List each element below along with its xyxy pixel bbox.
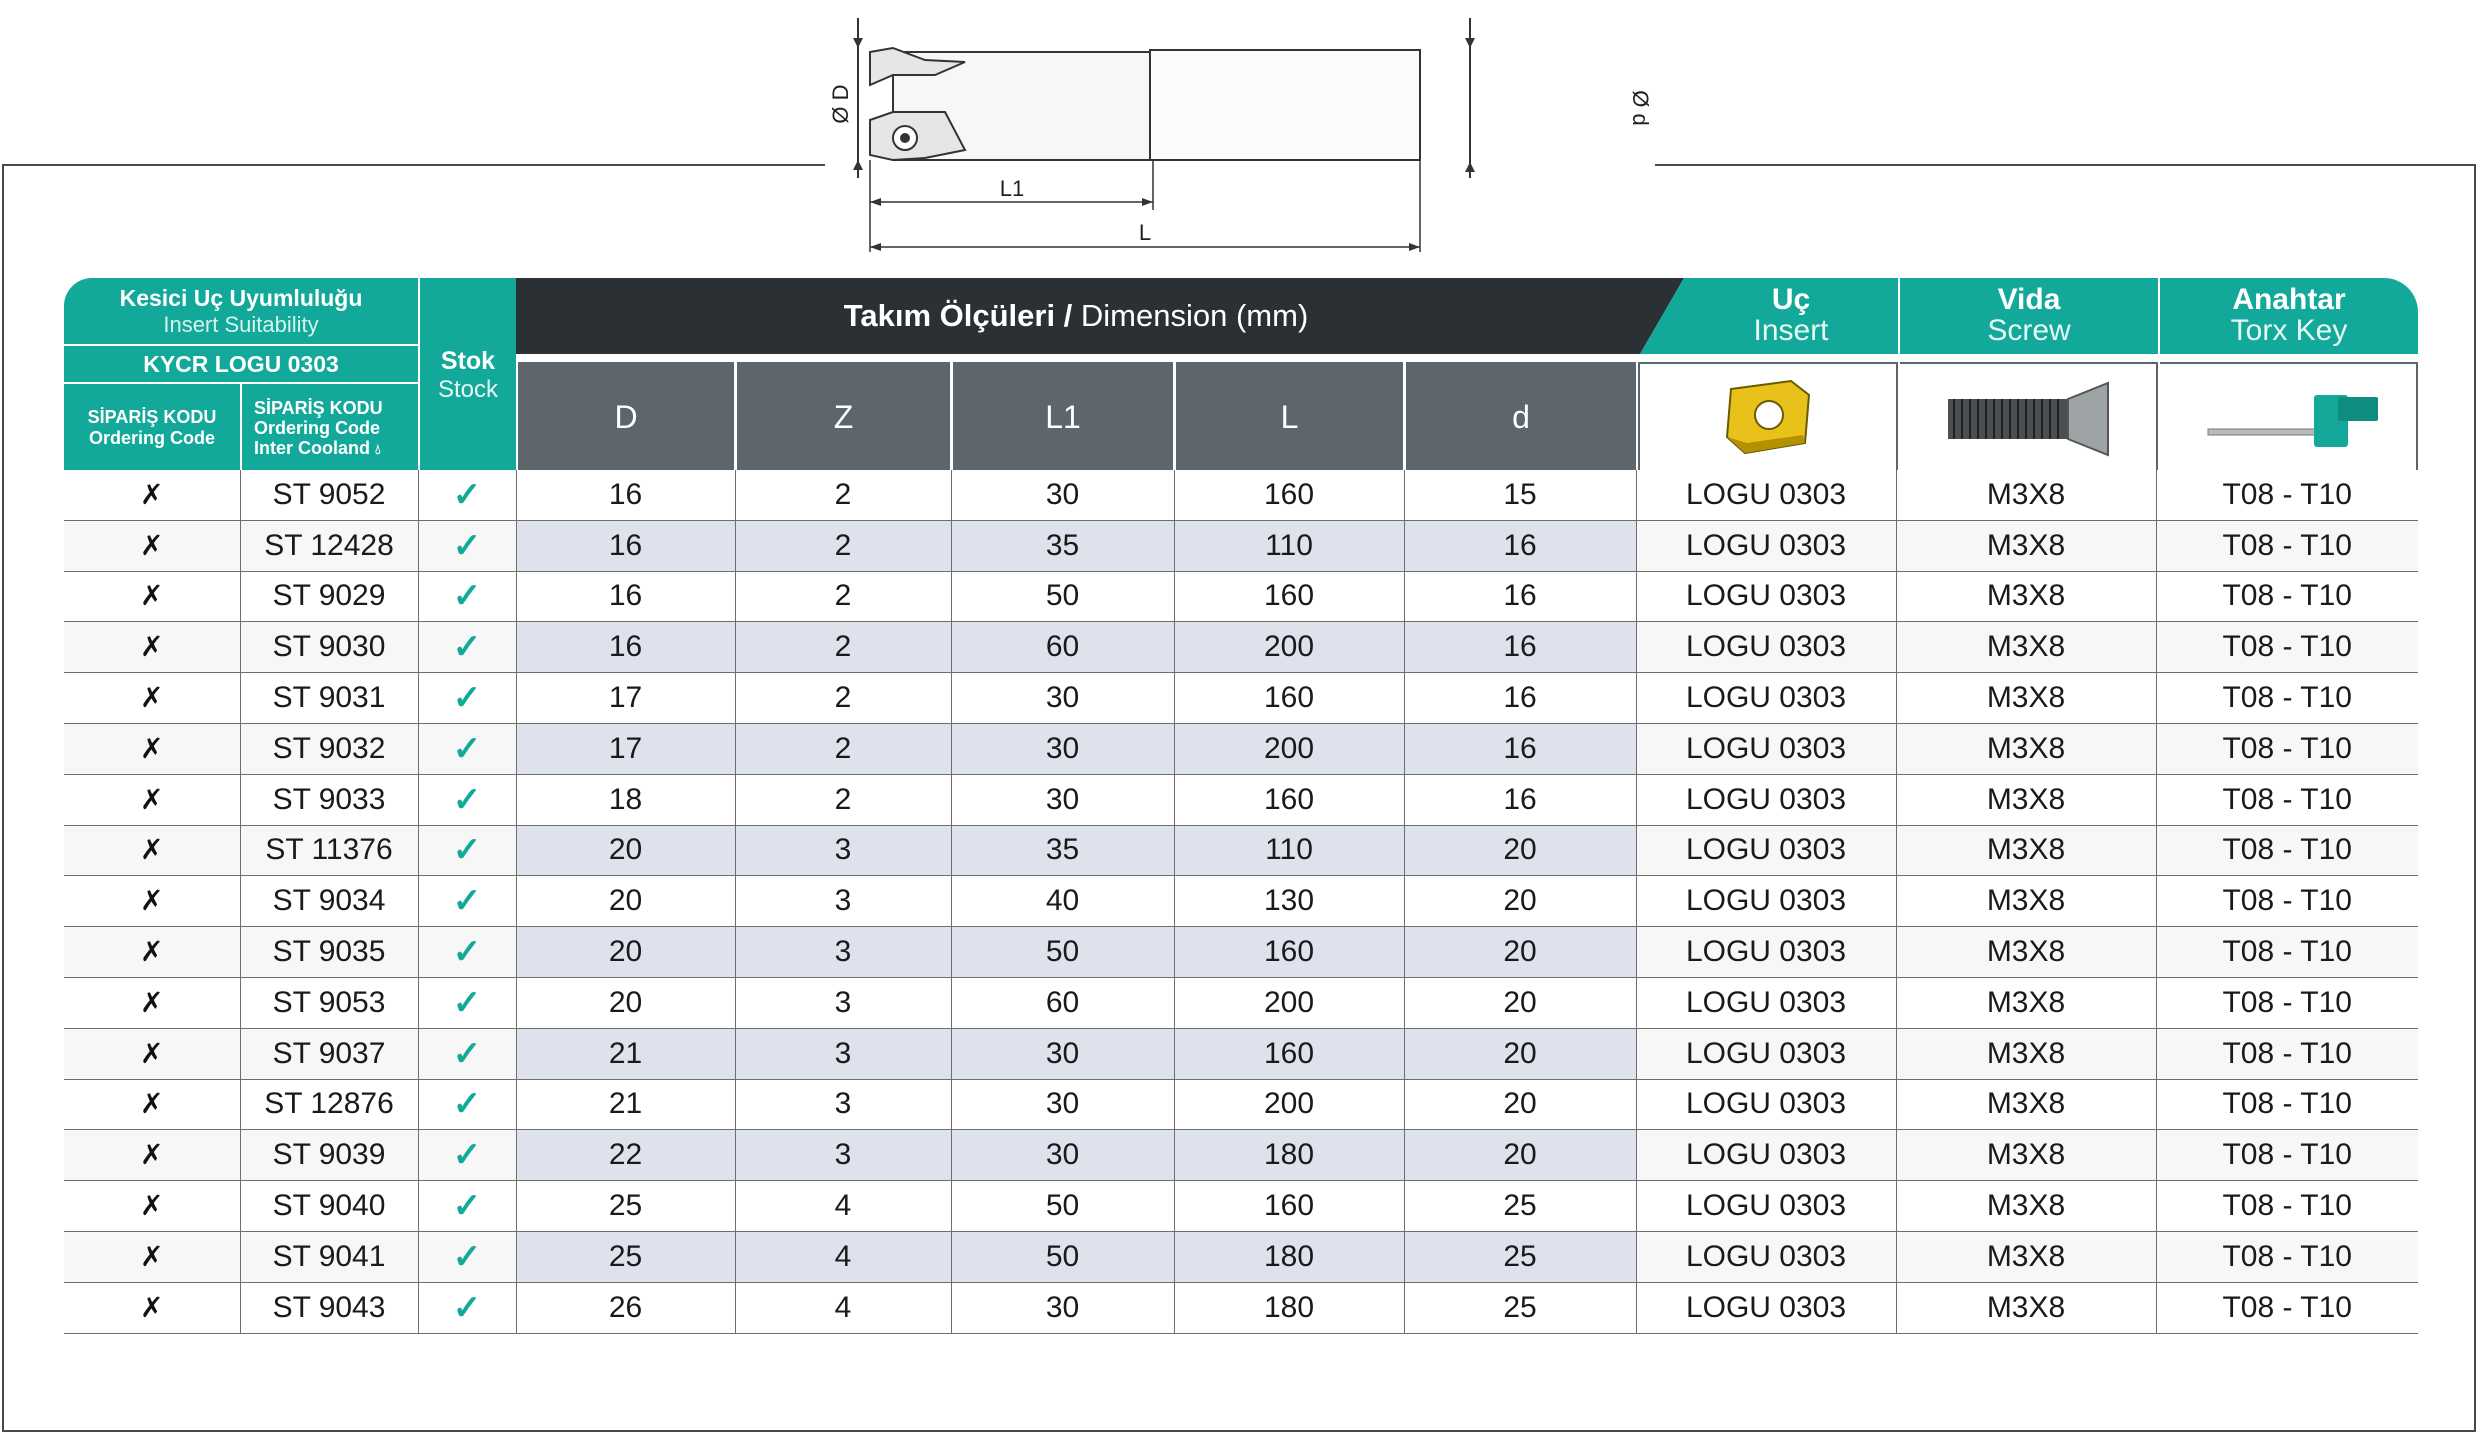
ordering-code-cell: ST 9035 [240, 927, 418, 978]
insert-suitability-tr: Kesici Uç Uyumluluğu [119, 284, 363, 311]
torx-key-cell: T08 - T10 [2156, 1282, 2418, 1333]
dim-L-cell: 130 [1174, 876, 1404, 927]
ordering-code-coolant-header [242, 384, 418, 472]
check-icon: ✓ [452, 526, 482, 565]
screw-image-cell [1900, 362, 2158, 472]
inter-coolant-cell [64, 876, 240, 927]
insert-header-tr: Uç [1771, 283, 1811, 316]
check-icon: ✓ [452, 1187, 482, 1226]
table-row [64, 673, 2418, 724]
dim-Z-cell: 2 [735, 622, 951, 673]
dim-D-cell: 21 [516, 1079, 735, 1130]
torx-key-cell: T08 - T10 [2156, 622, 2418, 673]
dim-D-cell: 25 [516, 1231, 735, 1282]
dim-L1-cell: 40 [951, 876, 1174, 927]
dim-Z-cell: 4 [735, 1181, 951, 1232]
table-row [64, 774, 2418, 825]
stock-cell [418, 673, 516, 724]
stock-cell [418, 622, 516, 673]
ordering-code-cell: ST 11376 [240, 825, 418, 876]
torx-key-cell: T08 - T10 [2156, 673, 2418, 724]
insert-cell: LOGU 0303 [1636, 673, 1896, 724]
table-row [64, 520, 2418, 571]
dim-L-cell: 180 [1174, 1231, 1404, 1282]
inter-coolant-cell [64, 723, 240, 774]
dim-d-cell: 15 [1404, 470, 1636, 520]
x-mark-icon: ✗ [140, 478, 164, 510]
frame-top-border-right [1655, 164, 2476, 166]
inter-coolant-cell [64, 1282, 240, 1333]
dim-L-cell: 160 [1174, 774, 1404, 825]
dim-L1-cell: 50 [951, 1181, 1174, 1232]
insert-image-cell [1638, 362, 1898, 472]
table-row [64, 622, 2418, 673]
stock-header [420, 278, 516, 472]
dim-L-cell: 200 [1174, 723, 1404, 774]
stock-tr: Stok [440, 346, 496, 375]
dim-L1-cell: 60 [951, 622, 1174, 673]
insert-header [1684, 278, 1898, 354]
screw-cell: M3X8 [1896, 470, 2156, 520]
dim-Z-cell: 2 [735, 774, 951, 825]
dim-L1-cell: 35 [951, 825, 1174, 876]
table-row [64, 1282, 2418, 1333]
dim-L-cell: 200 [1174, 622, 1404, 673]
inter-coolant-cell [64, 927, 240, 978]
insert-cell: LOGU 0303 [1636, 470, 1896, 520]
check-icon: ✓ [452, 1237, 482, 1276]
torx-key-cell: T08 - T10 [2156, 520, 2418, 571]
torx-key-cell: T08 - T10 [2156, 470, 2418, 520]
col-L-header: L [1176, 362, 1403, 472]
x-mark-icon: ✗ [140, 986, 164, 1018]
x-mark-icon: ✗ [140, 1291, 164, 1323]
stock-cell [418, 1130, 516, 1181]
stock-cell [418, 520, 516, 571]
dim-L1-cell: 30 [951, 1079, 1174, 1130]
ordering-code-en: Ordering Code [88, 428, 215, 448]
screw-cell: M3X8 [1896, 774, 2156, 825]
dim-Z-cell: 3 [735, 825, 951, 876]
coolant-drop-icon: 💧︎ [375, 440, 381, 457]
table-row [64, 571, 2418, 622]
x-mark-icon: ✗ [140, 783, 164, 815]
table-row [64, 470, 2418, 520]
dim-d-cell: 25 [1404, 1282, 1636, 1333]
dim-Z-cell: 2 [735, 470, 951, 520]
dim-D-cell: 17 [516, 673, 735, 724]
check-icon: ✓ [452, 1136, 482, 1175]
dim-d-cell: 16 [1404, 520, 1636, 571]
inter-coolant-cell [64, 470, 240, 520]
col-L1-header: L1 [953, 362, 1173, 472]
dim-L-cell: 160 [1174, 571, 1404, 622]
x-mark-icon: ✗ [140, 1190, 164, 1222]
dim-d-cell: 16 [1404, 673, 1636, 724]
check-icon: ✓ [452, 933, 482, 972]
torx-key-image-cell [2160, 362, 2418, 472]
dim-L1-cell: 30 [951, 673, 1174, 724]
table-row [64, 876, 2418, 927]
stock-cell [418, 876, 516, 927]
ordering-code-cell: ST 12876 [240, 1079, 418, 1130]
col-Z-header: Z [737, 362, 950, 472]
dim-D-cell: 22 [516, 1130, 735, 1181]
dim-D-cell: 20 [516, 927, 735, 978]
x-mark-icon: ✗ [140, 834, 164, 866]
table-row [64, 1028, 2418, 1079]
screw-cell: M3X8 [1896, 1181, 2156, 1232]
ordering-code-cell: ST 9040 [240, 1181, 418, 1232]
screw-icon [1938, 377, 2118, 457]
dim-L-cell: 160 [1174, 470, 1404, 520]
check-icon: ✓ [452, 1288, 482, 1327]
x-mark-icon: ✗ [140, 936, 164, 968]
dim-L1-cell: 30 [951, 1282, 1174, 1333]
table-row [64, 1079, 2418, 1130]
dim-D-cell: 20 [516, 977, 735, 1028]
torx-key-cell: T08 - T10 [2156, 774, 2418, 825]
dim-L-cell: 160 [1174, 673, 1404, 724]
table-row [64, 825, 2418, 876]
torx-key-cell: T08 - T10 [2156, 571, 2418, 622]
check-icon: ✓ [452, 679, 482, 718]
inter-coolant-cell [64, 1028, 240, 1079]
stock-cell [418, 1181, 516, 1232]
dim-L-cell: 160 [1174, 1028, 1404, 1079]
stock-cell [418, 1231, 516, 1282]
check-icon: ✓ [452, 1085, 482, 1124]
torx-key-cell: T08 - T10 [2156, 1181, 2418, 1232]
screw-cell: M3X8 [1896, 571, 2156, 622]
screw-cell: M3X8 [1896, 825, 2156, 876]
dimension-title-en: Dimension (mm) [1072, 298, 1309, 333]
dim-D-cell: 16 [516, 470, 735, 520]
stock-cell [418, 774, 516, 825]
torx-key-cell: T08 - T10 [2156, 1130, 2418, 1181]
check-icon: ✓ [452, 577, 482, 616]
dim-D-cell: 21 [516, 1028, 735, 1079]
inter-coolant-cell [64, 774, 240, 825]
inter-coolant-cell [64, 622, 240, 673]
screw-cell: M3X8 [1896, 977, 2156, 1028]
check-icon: ✓ [452, 882, 482, 921]
insert-code-header [64, 346, 418, 382]
screw-cell: M3X8 [1896, 1130, 2156, 1181]
check-icon: ✓ [452, 1034, 482, 1073]
table-row [64, 1231, 2418, 1282]
stock-cell [418, 470, 516, 520]
x-mark-icon: ✗ [140, 529, 164, 561]
dim-Z-cell: 2 [735, 571, 951, 622]
dim-d-cell: 20 [1404, 1130, 1636, 1181]
dim-Z-cell: 3 [735, 1028, 951, 1079]
insert-icon [1723, 377, 1813, 457]
screw-cell: M3X8 [1896, 927, 2156, 978]
screw-header-en: Screw [1987, 314, 2071, 347]
inter-coolant-cell [64, 977, 240, 1028]
dim-Z-cell: 3 [735, 876, 951, 927]
torx-key-cell: T08 - T10 [2156, 723, 2418, 774]
stock-cell [418, 825, 516, 876]
dim-L1-cell: 30 [951, 774, 1174, 825]
dim-L-cell: 200 [1174, 1079, 1404, 1130]
dim-D-cell: 16 [516, 571, 735, 622]
ordering-code-cell: ST 9043 [240, 1282, 418, 1333]
inter-coolant-cell [64, 1231, 240, 1282]
dim-Z-cell: 3 [735, 977, 951, 1028]
inter-coolant-cell [64, 571, 240, 622]
screw-cell: M3X8 [1896, 1028, 2156, 1079]
torx-key-cell: T08 - T10 [2156, 977, 2418, 1028]
dim-D-cell: 17 [516, 723, 735, 774]
dim-d-cell: 16 [1404, 622, 1636, 673]
screw-header-tr: Vida [1997, 283, 2061, 316]
stock-cell [418, 1079, 516, 1130]
screw-cell: M3X8 [1896, 1282, 2156, 1333]
insert-cell: LOGU 0303 [1636, 723, 1896, 774]
check-icon: ✓ [452, 475, 482, 514]
dim-L1-cell: 50 [951, 571, 1174, 622]
insert-cell: LOGU 0303 [1636, 927, 1896, 978]
insert-suitability-en: Insert Suitability [163, 311, 319, 337]
ordering-code-cell: ST 9029 [240, 571, 418, 622]
insert-cell: LOGU 0303 [1636, 1231, 1896, 1282]
screw-cell: M3X8 [1896, 1231, 2156, 1282]
dim-D-cell: 26 [516, 1282, 735, 1333]
screw-cell: M3X8 [1896, 622, 2156, 673]
dim-D-cell: 16 [516, 520, 735, 571]
dim-L-cell: 110 [1174, 520, 1404, 571]
dim-L-label: L [1138, 220, 1152, 245]
dim-D-cell: 18 [516, 774, 735, 825]
insert-cell: LOGU 0303 [1636, 1079, 1896, 1130]
screw-cell: M3X8 [1896, 520, 2156, 571]
torx-key-cell: T08 - T10 [2156, 1231, 2418, 1282]
ordering-code-cell: ST 12428 [240, 520, 418, 571]
insert-cell: LOGU 0303 [1636, 1028, 1896, 1079]
x-mark-icon: ✗ [140, 682, 164, 714]
x-mark-icon: ✗ [140, 885, 164, 917]
dim-Z-cell: 3 [735, 1130, 951, 1181]
ordering-code-cell: ST 9037 [240, 1028, 418, 1079]
dim-Z-cell: 2 [735, 723, 951, 774]
ordering-code-cell: ST 9033 [240, 774, 418, 825]
dim-Z-cell: 3 [735, 1079, 951, 1130]
insert-cell: LOGU 0303 [1636, 1282, 1896, 1333]
table-row [64, 1130, 2418, 1181]
inter-coolant-label: Inter Cooland [254, 437, 370, 458]
dim-D-cell: 16 [516, 622, 735, 673]
dim-Z-cell: 2 [735, 520, 951, 571]
dim-L1-label: L1 [999, 176, 1025, 201]
dim-d-cell: 20 [1404, 876, 1636, 927]
inter-coolant-cell [64, 1079, 240, 1130]
screw-header [1900, 278, 2158, 354]
insert-header-en: Insert [1753, 314, 1829, 347]
screw-cell: M3X8 [1896, 723, 2156, 774]
x-mark-icon: ✗ [140, 1240, 164, 1272]
dim-L1-cell: 60 [951, 977, 1174, 1028]
ordering-code-tr: SİPARİŞ KODU [87, 407, 217, 427]
ordering-code-coolant-en: Ordering Code [254, 417, 381, 438]
x-mark-icon: ✗ [140, 732, 164, 764]
insert-cell: LOGU 0303 [1636, 1181, 1896, 1232]
ordering-code-cell: ST 9034 [240, 876, 418, 927]
dim-d-cell: 25 [1404, 1181, 1636, 1232]
table-row [64, 927, 2418, 978]
dim-L-cell: 180 [1174, 1130, 1404, 1181]
dim-d-cell: 20 [1404, 1028, 1636, 1079]
check-icon: ✓ [452, 628, 482, 667]
dim-d-cell: 20 [1404, 977, 1636, 1028]
x-mark-icon: ✗ [140, 1088, 164, 1120]
dim-D-label: Ø D [828, 84, 853, 124]
insert-cell: LOGU 0303 [1636, 520, 1896, 571]
frame-top-border-left [2, 164, 827, 166]
table-row [64, 1181, 2418, 1232]
torx-key-cell: T08 - T10 [2156, 825, 2418, 876]
stock-cell [418, 1282, 516, 1333]
x-mark-icon: ✗ [140, 1037, 164, 1069]
dim-L-cell: 200 [1174, 977, 1404, 1028]
dim-D-cell: 25 [516, 1181, 735, 1232]
ordering-code-cell: ST 9030 [240, 622, 418, 673]
dim-L1-cell: 30 [951, 723, 1174, 774]
inter-coolant-cell [64, 825, 240, 876]
dim-D-cell: 20 [516, 825, 735, 876]
dim-d-cell: 20 [1404, 927, 1636, 978]
insert-cell: LOGU 0303 [1636, 876, 1896, 927]
screw-cell: M3X8 [1896, 1079, 2156, 1130]
dim-d-cell: 20 [1404, 1079, 1636, 1130]
ordering-code-cell: ST 9041 [240, 1231, 418, 1282]
x-mark-icon: ✗ [140, 1139, 164, 1171]
torx-key-header [2160, 278, 2418, 354]
dim-L1-cell: 35 [951, 520, 1174, 571]
dim-L1-cell: 50 [951, 1231, 1174, 1282]
col-d-header: d [1406, 362, 1636, 472]
stock-cell [418, 977, 516, 1028]
torx-key-cell: T08 - T10 [2156, 876, 2418, 927]
stock-cell [418, 1028, 516, 1079]
insert-cell: LOGU 0303 [1636, 825, 1896, 876]
insert-suitability-header [64, 278, 418, 344]
stock-cell [418, 723, 516, 774]
insert-code: KYCR LOGU 0303 [143, 350, 339, 377]
torx-key-cell: T08 - T10 [2156, 927, 2418, 978]
dim-L1-cell: 30 [951, 1130, 1174, 1181]
dim-Z-cell: 3 [735, 927, 951, 978]
inter-coolant-cell [64, 520, 240, 571]
dim-d-cell: 25 [1404, 1231, 1636, 1282]
table-row [64, 977, 2418, 1028]
check-icon: ✓ [452, 831, 482, 870]
screw-cell: M3X8 [1896, 673, 2156, 724]
check-icon: ✓ [452, 780, 482, 819]
x-mark-icon: ✗ [140, 631, 164, 663]
dim-L1-cell: 30 [951, 470, 1174, 520]
inter-coolant-cell [64, 1130, 240, 1181]
check-icon: ✓ [452, 729, 482, 768]
end-mill-technical-drawing [825, 0, 1655, 260]
ordering-code-cell: ST 9039 [240, 1130, 418, 1181]
dim-L-cell: 160 [1174, 1181, 1404, 1232]
dimension-header-title [516, 278, 1636, 354]
dim-L1-cell: 50 [951, 927, 1174, 978]
product-table [64, 470, 2418, 1334]
ordering-code-header [64, 384, 240, 472]
col-D-header: D [518, 362, 734, 472]
ordering-code-cell: ST 9053 [240, 977, 418, 1028]
dim-d-cell: 16 [1404, 723, 1636, 774]
screw-cell: M3X8 [1896, 876, 2156, 927]
dim-L-cell: 180 [1174, 1282, 1404, 1333]
dim-Z-cell: 2 [735, 673, 951, 724]
insert-cell: LOGU 0303 [1636, 977, 1896, 1028]
dim-d-cell: 20 [1404, 825, 1636, 876]
inter-coolant-cell [64, 673, 240, 724]
dim-L1-cell: 30 [951, 1028, 1174, 1079]
ordering-code-cell: ST 9052 [240, 470, 418, 520]
key-header-en: Torx Key [2230, 314, 2348, 347]
stock-cell [418, 927, 516, 978]
stock-cell [418, 571, 516, 622]
insert-cell: LOGU 0303 [1636, 571, 1896, 622]
insert-cell: LOGU 0303 [1636, 1130, 1896, 1181]
dim-d-cell: 16 [1404, 571, 1636, 622]
dim-Z-cell: 4 [735, 1282, 951, 1333]
check-icon: ✓ [452, 983, 482, 1022]
key-header-tr: Anahtar [2232, 283, 2346, 316]
dim-L-cell: 160 [1174, 927, 1404, 978]
dimension-title-tr: Takım Ölçüleri / [843, 298, 1073, 333]
torx-key-icon [2188, 377, 2388, 457]
inter-coolant-cell [64, 1181, 240, 1232]
torx-key-cell: T08 - T10 [2156, 1028, 2418, 1079]
stock-en: Stock [437, 375, 499, 403]
insert-cell: LOGU 0303 [1636, 622, 1896, 673]
dim-d-cell: 16 [1404, 774, 1636, 825]
insert-cell: LOGU 0303 [1636, 774, 1896, 825]
dim-Z-cell: 4 [735, 1231, 951, 1282]
dim-D-cell: 20 [516, 876, 735, 927]
ordering-code-cell: ST 9032 [240, 723, 418, 774]
dim-d-label: Ø d [1628, 90, 1653, 126]
ordering-code-cell: ST 9031 [240, 673, 418, 724]
x-mark-icon: ✗ [140, 580, 164, 612]
torx-key-cell: T08 - T10 [2156, 1079, 2418, 1130]
dim-L-cell: 110 [1174, 825, 1404, 876]
table-row [64, 723, 2418, 774]
ordering-code-coolant-tr: SİPARİŞ KODU [254, 397, 383, 418]
